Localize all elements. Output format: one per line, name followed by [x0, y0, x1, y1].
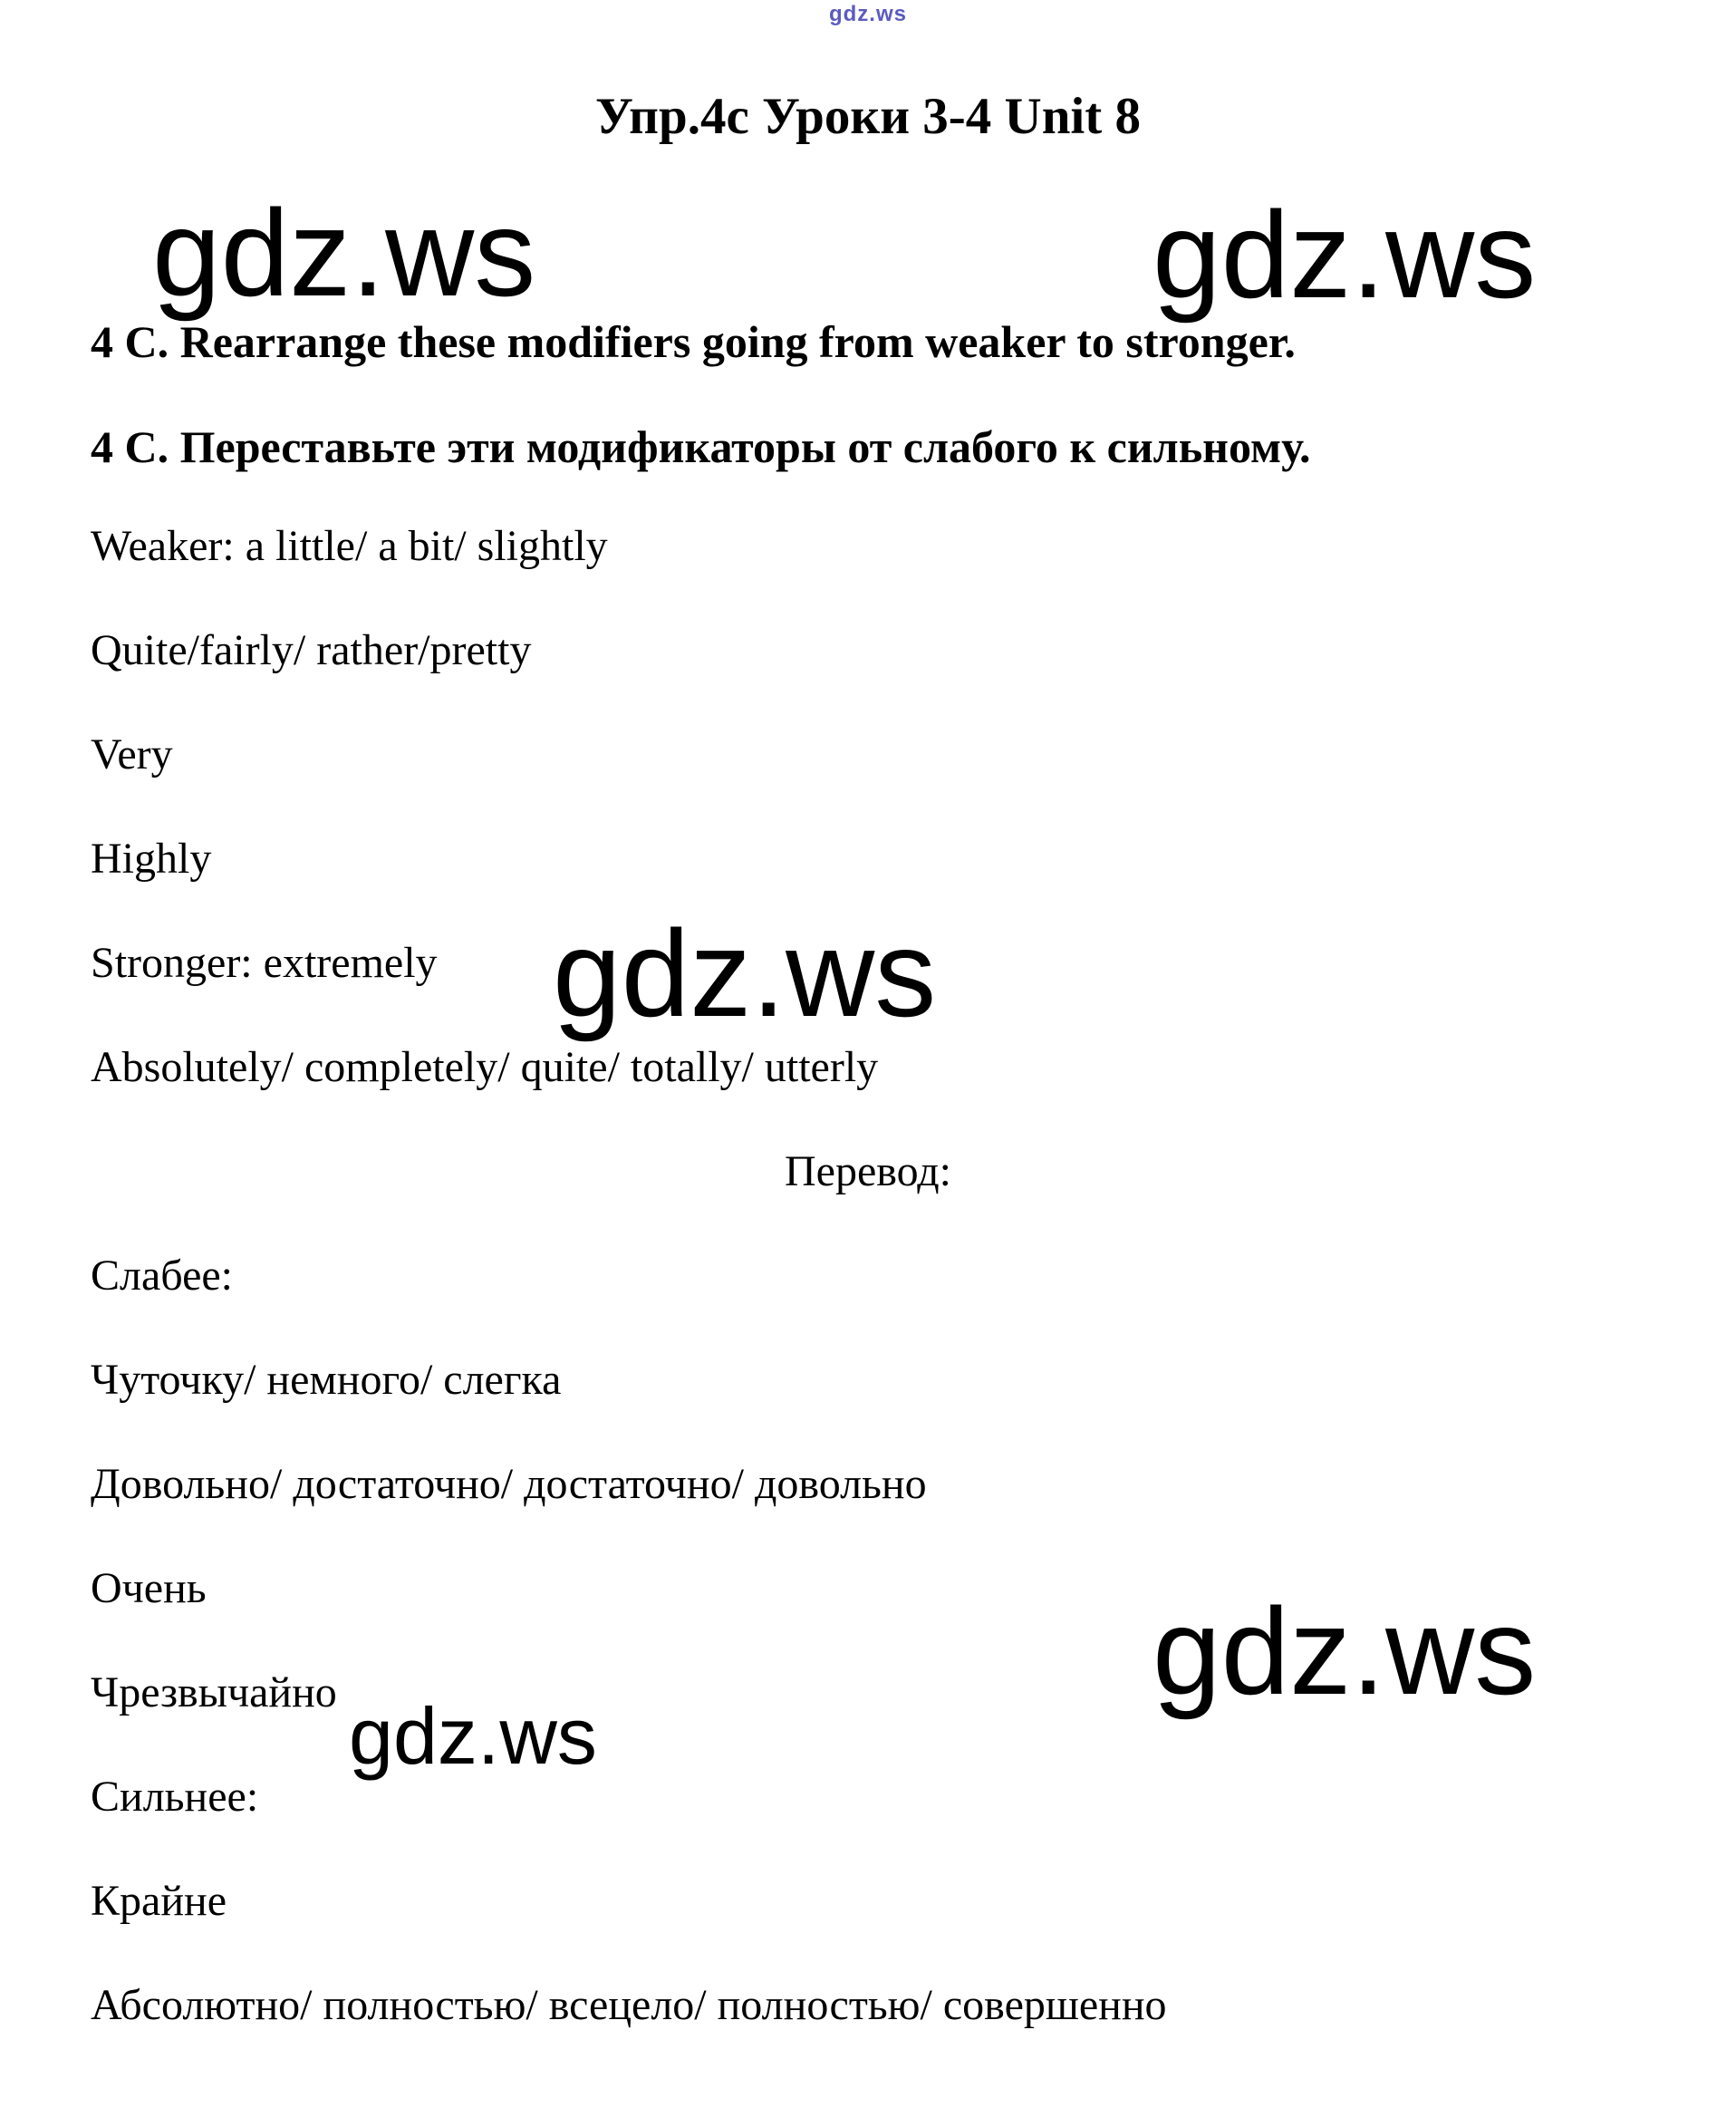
task-instruction-russian: 4 С. Переставьте эти модификаторы от слабого к сильному. — [91, 421, 1311, 472]
answer-line: Very — [91, 730, 173, 778]
translation-line: Крайне — [91, 1877, 227, 1925]
answer-line: Weaker: a little/ a bit/ slightly — [91, 522, 608, 570]
answer-line: Highly — [91, 835, 212, 883]
watermark-top-right: gdz.ws — [1153, 186, 1537, 324]
task-instruction-english: 4 C. Rearrange these modifiers going from weaker to stronger. — [91, 316, 1296, 367]
answer-line: Stronger: extremely — [91, 939, 438, 987]
translation-line: Абсолютно/ полностью/ всецело/ полностью/ совершенно — [91, 1981, 1167, 2029]
top-site-watermark: gdz.ws — [828, 2, 907, 26]
translation-title: Перевод: — [785, 1147, 951, 1195]
translation-line: Очень — [91, 1564, 207, 1612]
translation-line: Чуточку/ немного/ слегка — [91, 1356, 562, 1404]
answer-line: Absolutely/ completely/ quite/ totally/ utterly — [91, 1043, 879, 1091]
translation-line: Слабее: — [91, 1252, 234, 1300]
watermark-top-left: gdz.ws — [152, 184, 536, 322]
answer-line: Quite/fairly/ rather/pretty — [91, 626, 532, 674]
watermark-bottom-right: gdz.ws — [1153, 1582, 1537, 1720]
page-title: Упр.4с Уроки 3-4 Unit 8 — [595, 88, 1141, 145]
watermark-middle: gdz.ws — [553, 904, 937, 1042]
translation-line: Довольно/ достаточно/ достаточно/ довольно — [91, 1460, 927, 1508]
translation-line: Сильнее: — [91, 1773, 259, 1821]
translation-line: Чрезвычайно — [91, 1668, 337, 1716]
watermark-bottom-left: gdz.ws — [349, 1691, 597, 1781]
